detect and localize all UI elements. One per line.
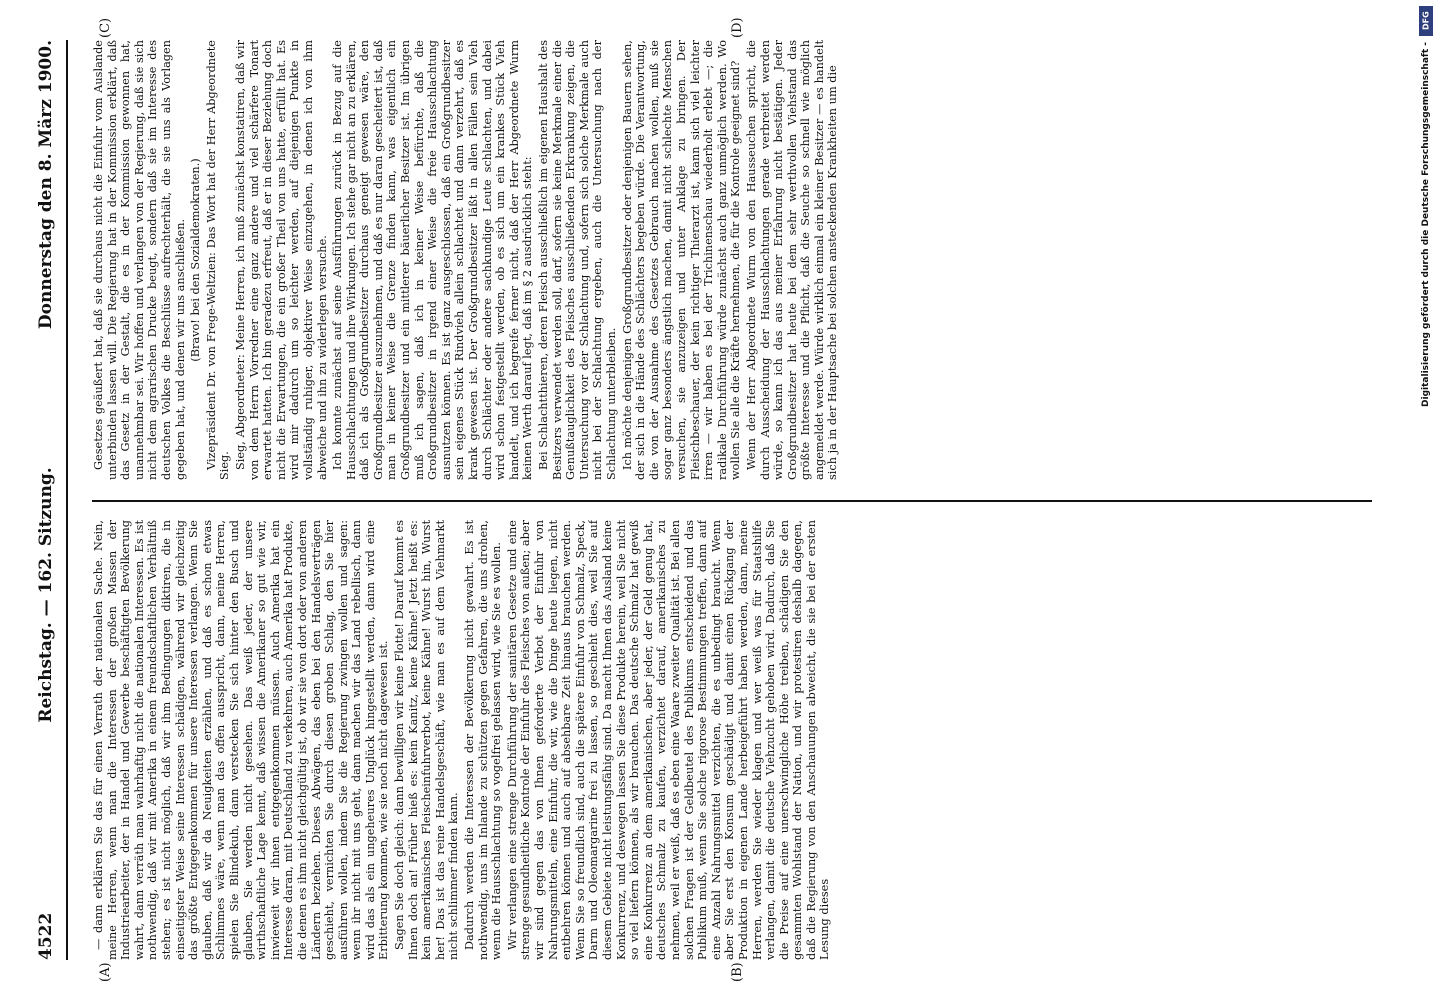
paragraph: Dadurch werden die Interessen der Bevölkerung nicht gewahrt. Es ist nothwendig, uns im Inlande zu schützen gegen Gefahren, die uns drohen, wenn die Hausschlachtung so vogelfrei gelassen wird, wie Sie es wollen.	[463, 520, 504, 960]
paragraph: Ich konnte zunächst auf seine Ausführungen zurück in Bezug auf die Hausschlachtungen und ihre Wirkungen. Ich stehe gar nicht an zu erklären, daß ich als Großgrundbesitzer durchaus geneigt gewesen wäre, den Großgrundbesitzer auszunehmen, und daß es nur daran gescheitert ist, daß man in keiner Weise die Grenze finden kann, was eigentlich ein Großgrundbesitzer und ein mittlerer bäuerlicher Besitzer ist. Im übrigen muß ich sagen, daß ich in keiner Weise befürchte, daß die Großgrundbesitzer in irgend einer Weise die freie Hausschlachtung ausnutzen können. Es ist ganz ausgeschlossen, daß ein Großgrundbesitzer sein eigenes Stück Rindvieh allein schlachtet und dann verzehrt, daß es krank gewesen ist. Der Großgrundbesitzer läßt in allen Fällen sein Vieh durch Schlächter oder andere sachkundige Leute schlachten, und dabei wird schon festgestellt werden, ob es sich um ein krankes Stück Vieh handelt, und ich begreife ferner nicht, daß der Herr Abgeordnete Wurm keinen Werth darauf legt, daß im § 2 ausdrücklich steht:	[331, 40, 535, 480]
paragraph: Sagen Sie doch gleich: dann bewilligen wir keine Flotte! Darauf kommt es Ihnen doch an! Früher hieß es: kein Kanitz, keine Kähne! Jetzt heißt es: kein amerikanisches Fleischeinfuhrverbot, keine Kähne! Wurst hin, Wurst her! Das ist das reine Handelsgeschäft, wie man es auf dem Viehmarkt nicht schlimmer finden kann.	[393, 520, 461, 960]
digitization-credit	[1418, 6, 1434, 996]
quoted-paragraph: Bei Schlachtthieren, deren Fleisch ausschließlich im eigenen Haushalt des Besitzers verwendet werden soll, darf, sofern sie keine Merkmale einer die Genußtauglichkeit des Fleisches ausschließenden Erkrankung zeigen, die Untersuchung vor der Schlachtung und, sofern sich solche Merkmale auch nicht bei der Schlachtung ergeben, auch die Untersuchung nach der Schlachtung unterbleiben.	[537, 40, 618, 480]
text-column-left	[92, 520, 1382, 960]
text-column-right	[92, 40, 1382, 480]
rotated-page	[0, 17, 1384, 982]
session-date: Donnerstag den 8. März 1900.	[36, 40, 56, 330]
dfg-logo: DFG	[1419, 6, 1433, 36]
paragraph: Gesetzes geäußert hat, daß sie durchaus nicht die Einfuhr vom Auslande unterbinden lassen will. Die Regierung hat in der Kommission erklärt, daß das Gesetz in der Gestalt, die es in der Kommission gewonnen hat, unannehmbar sei. Wir hoffen und verlangen von der Regierung, daß sie sich nicht dem agrarischen Drucke beugt, sondern daß sie im Interesse des deutschen Volkes die Beschlüsse aufrechterhält, die sie uns als Vorlagen gegeben hat, und denen wir uns anschließen.	[92, 40, 187, 480]
paragraph: — dann erklären Sie das für einen Verrath der nationalen Sache. Nein, meine Herren, wenn man die Interessen der großen Massen der Industriearbeiter, der in Handel und Gewerbe beschäftigten Bevölkerung wahrt, dann verräth man wahrhaftig nicht die nationalen Interessen. Es ist nothwendig, daß wir mit Amerika in einem freundschaftlichen Verhältniß stehen; es ist nicht möglich, daß wir ihm Bedingungen diktiren, die in einseitigster Weise seine Interessen schädigen, während wir gleichzeitig das größte Entgegenkommen für unsere Interessen verlangen. Wenn Sie glauben, daß wir da Neuigkeiten erzählen, und daß es schon etwas Schlimmes wäre, wenn man das offen ausspricht, dann, meine Herren, spielen Sie Blindekuh, dann verstecken Sie sich hinter den Busch und glauben, Sie werden nicht gesehen. Das weiß jeder, der unsere wirthschaftliche Lage kennt, daß wissen die Amerikaner so gut wie wir, inwieweit wir ihnen entgegenkommen müssen. Auch Amerika hat ein Interesse daran, mit Deutschland zu verkehren, auch Amerika hat Produkte, die denen es ihm nicht gleichgültig ist, ob wir sie von dort oder von anderen Ländern beziehen. Dieses Abwägen, das eben bei den Handelsverträgen geschieht, vernichten Sie durch diesen groben Schlag, den Sie hier ausführen wollen, indem Sie die Regierung zwingen wollen und sagen: wenn ihr nicht mit uns geht, dann machen wir das Land rebellisch, dann wird das als ein ungeheures Unglück hingestellt werden, dann wird eine Erbitterung kommen, wie sie noch nicht dagewesen ist.	[92, 520, 391, 960]
margin-marker-d: (D)	[730, 17, 745, 38]
paragraph: Ich möchte denjenigen Großgrundbesitzer oder denjenigen Bauern sehen, der sich in die Hände des Schlächters begeben würde. Die Verantwortung, die von der Ausnahme des Gesetzes Gebrauch machen wollen, muß sie sogar ganz besonders ängstlich machen, damit nicht schlechte Menschen versuchen, sie anzuzeigen und unter Anklage zu bringen. Der Fleischbeschauer, der kein richtiger Thierarzt ist, kann sich viel leichter irren — wir haben es bei der Trichinenschau wiederholt erlebt —; die radikale Durchführung würde zunächst auch ganz unmöglich werden. Wo wollen Sie alle die Kräfte hernehmen, die für die Kontrole geeignet sind?	[620, 40, 743, 480]
applause-note: (Bravo! bei den Sozialdemokraten.)	[189, 158, 203, 362]
paragraph: Sieg, Abgeordneter: Meine Herren, ich muß zunächst konstatiren, daß wir von dem Herrn Vorredner eine ganz andere und viel schärfere Tonart erwartet hatten. Ich bin geradezu erfreut, daß er in dieser Beziehung doch nicht die Erwartungen, die ein großer Theil von uns hatte, erfüllt hat. Es wird mir dadurch um so leichter werden, auf diejenigen Punkte in vollständig ruhiger, objektiver Weise einzugehen, in denen ich von ihm abweiche und ihn zu widerlegen versuche.	[233, 40, 329, 480]
page-header	[26, 40, 68, 960]
margin-marker-b: (B)	[730, 962, 745, 982]
column-divider	[92, 500, 1372, 502]
credit-text: Digitalisierung gefördert durch die Deutsche Forschungsgemeinschaft -	[1421, 42, 1431, 407]
margin-marker-c: (C)	[98, 17, 113, 38]
paragraph: Wir verlangen eine strenge Durchführung der sanitären Gesetze und eine strenge gesundheitliche Kontrole der Einfuhr des Fleisches von außen; aber wir sind gegen das von Ihnen geforderte Verbot der Einfuhr von Nahrungsmitteln, eine Einfuhr, die wir, wie die Dinge heute liegen, nicht entbehren können und auch auf absehbare Zeit hinaus brauchen werden. Wenn Sie so freundlich sind, auch die spätere Einfuhr von Schmalz, Speck, Darm und Oleomargarine frei zu lassen, so geschieht dies, weil Sie auf diesem Gebiete nicht leistungsfähig sind. Da macht Ihnen das Ausland keine Konkurrenz, und deswegen lassen Sie diese Produkte herein, weil Sie nicht so viel liefern können, als wir brauchen. Das deutsche Schmalz hat gewiß eine Konkurrenz an dem amerikanischen, aber jeder, der Geld genug hat, deutsches Schmalz zu kaufen, verzichtet darauf, amerikanisches zu nehmen, weil er weiß, daß es eben eine Waare zweiter Qualität ist. Bei allen solchen Fragen ist der Geldbeutel des Publikums entscheidend und das Publikum muß, wenn Sie solche rigorose Bestimmungen treffen, dann auf eine Anzahl Nahrungsmittel verzichten, die es unbedingt braucht. Wenn aber Sie erst den Konsum geschädigt und damit einen Rückgang der Produktion in eigenen Lande herbeigeführt haben werden, dann, meine Herren, werden Sie wieder klagen und wer weiß was für Staatshilfe verlangen, damit die deutsche Viehzucht gehoben wird. Dadurch, daß Sie die Preise auf eine unerschwingliche Höhe treiben, schädigen Sie den gesammten Wohlstand der Nation, und wir protestiren deshalb dagegen, daß die Regierung von den Anschauungen abweicht, die sie bei der ersten Lesung dieses	[505, 520, 832, 960]
margin-marker-a: (A)	[98, 962, 113, 982]
paragraph: Vizepräsident Dr. von Frege-Weltzien: Das Wort hat der Herr Abgeordnete Sieg.	[204, 40, 232, 480]
paragraph: Wenn der Herr Abgeordnete Wurm von den Hausseuchen spricht, die durch Ausscheidung der Hausschlachtungen gerade verbreitet werden würde, so kann ich das aus meiner Erfahrung nicht bestätigen. Jeder Großgrundbesitzer hat heute bei dem sehr werthvollen Viehstand das größte Interesse und die Pflicht, daß die Seuche so schnell wie möglich angemeldet werde. Würde wirklich einmal ein kleiner Besitzer — es handelt sich ja in der Hauptsache bei solchen ansteckenden Krankheiten um die	[744, 40, 840, 480]
running-title: Reichstag. — 162. Sitzung.	[36, 467, 56, 723]
page-number: 4522	[36, 912, 56, 960]
